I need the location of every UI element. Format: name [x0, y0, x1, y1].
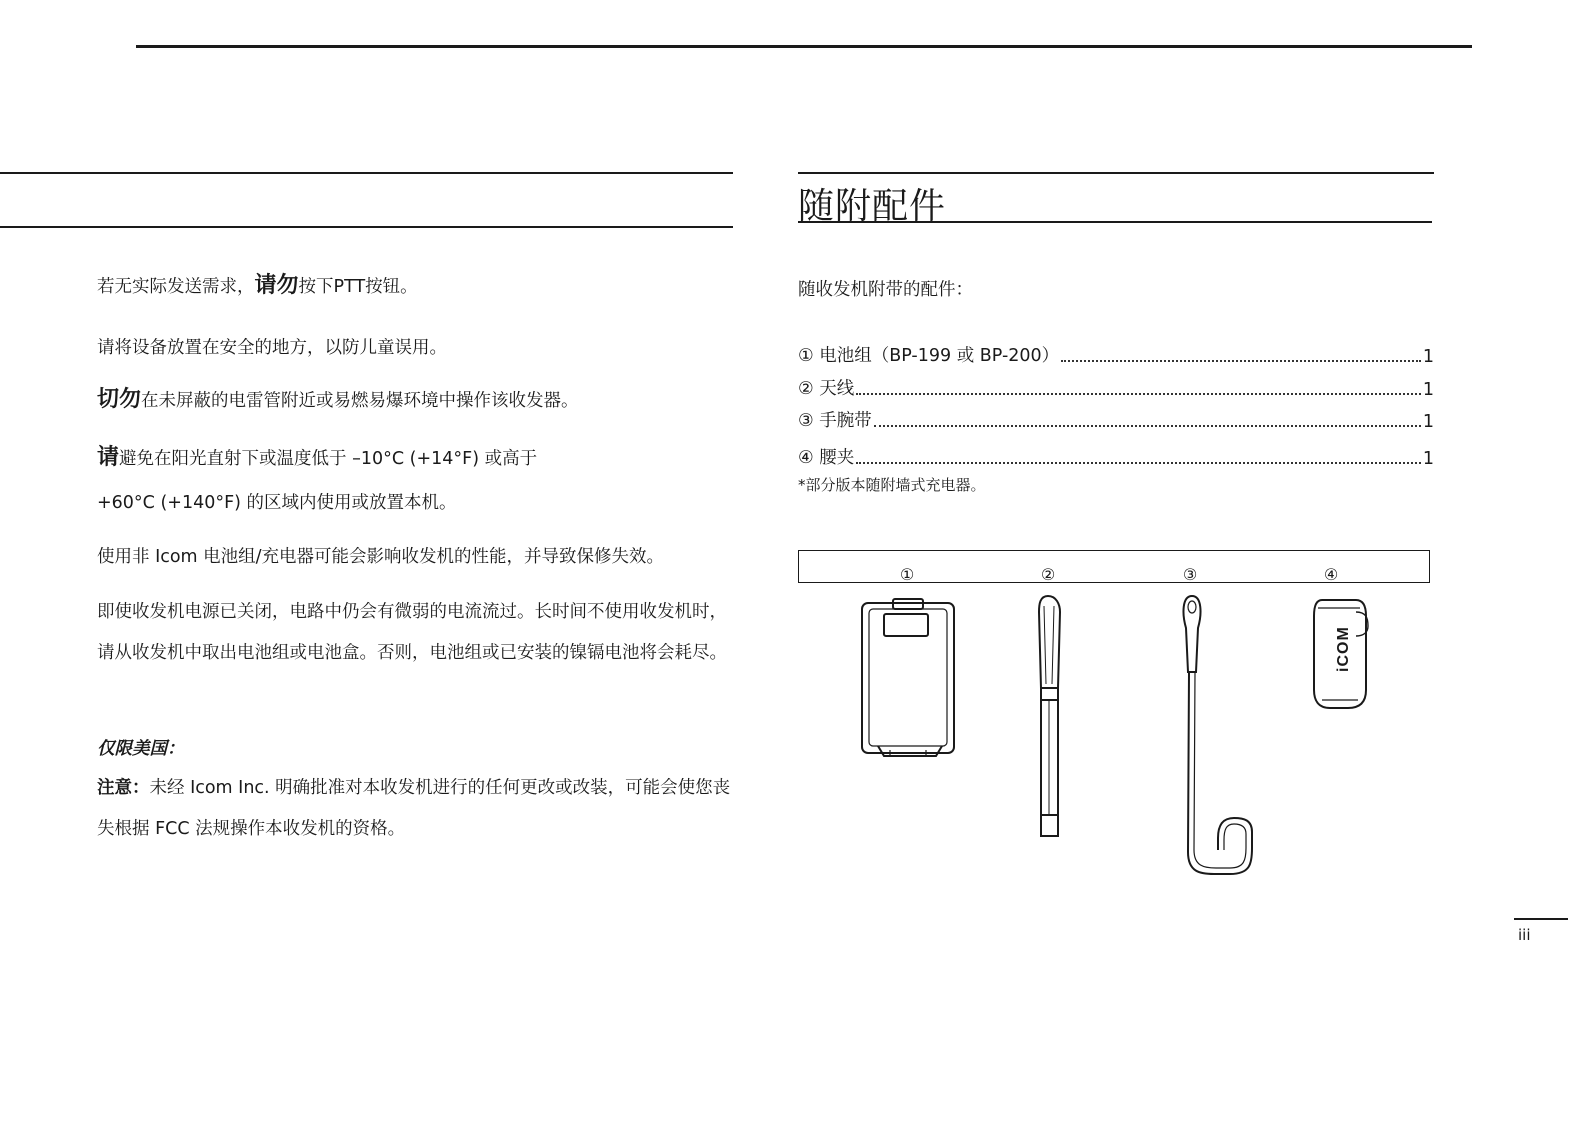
- section-heading: 随附配件: [798, 186, 947, 227]
- children-safety-note: 请将设备放置在安全的地方，以防儿童误用。: [97, 338, 447, 358]
- charger-footnote: *部分版本随附墙式充电器。: [798, 476, 986, 494]
- accessory-qty: 1: [1422, 412, 1434, 432]
- temperature-warning: 请避免在阳光直射下或温度低于 –10°C (+14°F) 或高于: [97, 445, 538, 470]
- explosive-warning: 切勿在未屏蔽的电雷管附近或易燃易爆环境中操作该收发器。: [97, 387, 579, 412]
- hand-strap-illustration: [1184, 596, 1252, 874]
- battery-pack-illustration: [862, 599, 954, 756]
- accessory-label: ② 天线: [798, 379, 855, 399]
- page-number: iii: [1518, 926, 1531, 944]
- figure-label-2: ②: [1040, 565, 1056, 584]
- accessory-label: ① 电池组（BP-199 或 BP-200）: [798, 346, 1060, 366]
- accessory-label: ④ 腰夹: [798, 448, 855, 468]
- belt-clip-illustration: [1314, 600, 1368, 708]
- figure-label-1: ①: [899, 565, 915, 584]
- caution-label: 注意：: [97, 778, 150, 798]
- figure-label-3: ③: [1182, 565, 1198, 584]
- accessory-qty: 1: [1422, 380, 1434, 400]
- temperature-warning-line2: +60°C (+140°F) 的区域内使用或放置本机。: [97, 493, 457, 513]
- figure-label-4: ④: [1323, 565, 1339, 584]
- antenna-illustration: [1039, 596, 1060, 836]
- accessory-qty: 1: [1422, 449, 1434, 469]
- fcc-caution: 注意：未经 Icom Inc. 明确批准对本收发机进行的任何更改或改装，可能会使您丧失根据 FCC 法规操作本收发机的资格。: [97, 778, 731, 839]
- standby-current-note: 即使收发机电源已关闭，电路中仍会有微弱的电流流过。长时间不使用收发机时，请从收发机中取出电池组或电池盒。否则，电池组或已安装的镍镉电池将会耗尽。: [97, 602, 727, 663]
- please-emphasis: 请: [97, 445, 120, 470]
- accessories-intro: 随收发机附带的配件：: [798, 280, 973, 300]
- battery-warranty-note: 使用非 Icom 电池组/充电器可能会影响收发机的性能，并导致保修失效。: [97, 547, 665, 567]
- icom-logo-text: iCOM: [1335, 626, 1352, 672]
- us-only-label: 仅限美国：: [97, 739, 185, 759]
- accessory-label: ③ 手腕带: [798, 411, 872, 431]
- ptt-warning: 若无实际发送需求，请勿按下PTT按钮。: [97, 273, 418, 298]
- accessory-qty: 1: [1422, 347, 1434, 367]
- never-emphasis: 请勿: [254, 273, 299, 298]
- never-emphasis: 切勿: [97, 387, 142, 412]
